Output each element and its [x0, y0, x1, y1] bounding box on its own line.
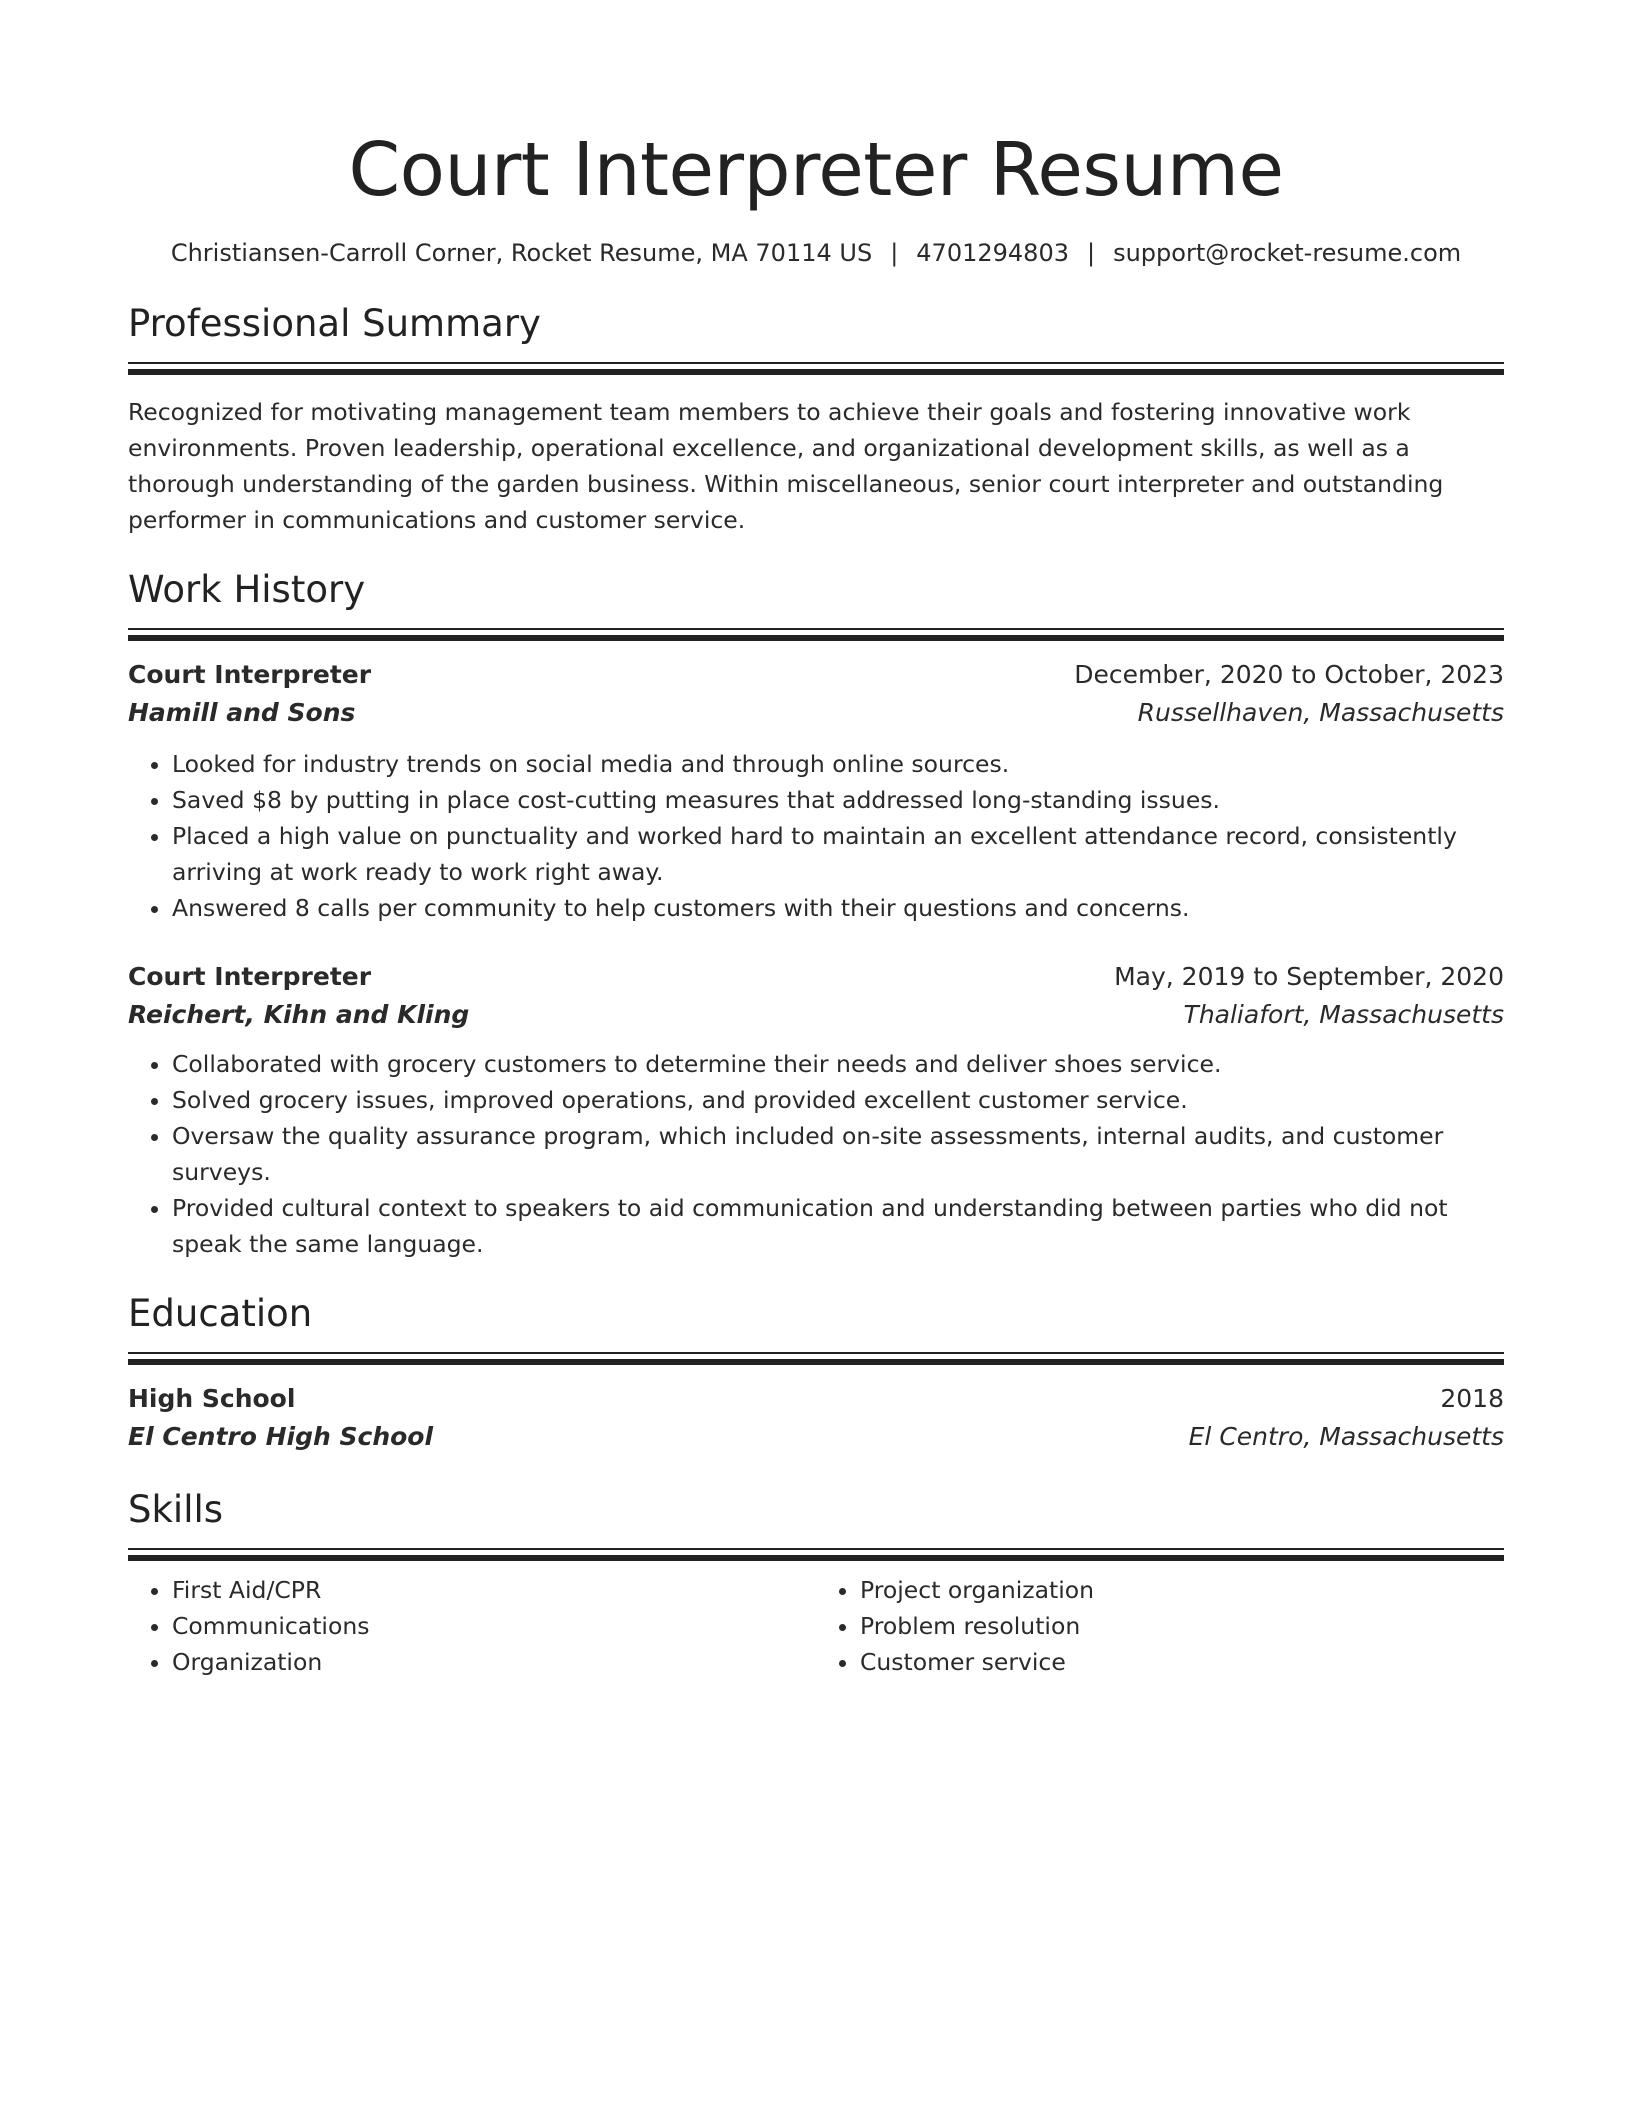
- job-company: Hamill and Sons: [128, 698, 356, 727]
- job-entry: [128, 656, 1504, 926]
- resume-title: Court Interpreter Resume: [348, 127, 1284, 213]
- list-item: • Solved grocery issues, improved operations, and provided excellent customer service.: [172, 1082, 1504, 1118]
- section-divider: [128, 1352, 1504, 1364]
- job-dates: May, 2019 to September, 2020: [1114, 962, 1504, 991]
- skills-section: [128, 1486, 1504, 1680]
- education-heading: Education: [128, 1292, 313, 1335]
- job-company: Reichert, Kihn and Kling: [128, 1000, 470, 1029]
- skill-item: • Project organization: [860, 1572, 1504, 1608]
- contact-phone: 4701294803: [916, 239, 1069, 267]
- contact-separator: |: [890, 239, 899, 267]
- list-item: • Saved $8 by putting in place cost-cutting measures that addressed long-standing issues.: [172, 782, 1504, 818]
- section-divider: [128, 1548, 1504, 1560]
- job-location: Thaliafort, Massachusetts: [1183, 1000, 1504, 1029]
- skill-item: • Communications: [172, 1608, 816, 1644]
- skill-item: • Customer service: [860, 1644, 1504, 1680]
- job-dates: December, 2020 to October, 2023: [1074, 660, 1504, 689]
- summary-text: Recognized for motivating management team members to achieve their goals and fostering innovative work environments. Proven leadership, operational excellence, and organizational development skills, as well as a thorough understanding of the garden business. Within miscellaneous, senior court interpreter and outstanding performer in communications and customer service.: [128, 398, 1444, 534]
- work-history-heading: Work History: [128, 568, 366, 611]
- education-year: 2018: [1440, 1384, 1504, 1413]
- skill-item: • Organization: [172, 1644, 816, 1680]
- job-title: Court Interpreter: [128, 660, 372, 689]
- skills-column-left: [128, 1572, 816, 1680]
- education-location: El Centro, Massachusetts: [1188, 1422, 1504, 1451]
- list-item: • Looked for industry trends on social media and through online sources.: [172, 746, 1504, 782]
- list-item: • Oversaw the quality assurance program, which included on-site assessments, internal audits, and customer surveys.: [172, 1118, 1504, 1190]
- skill-item: • First Aid/CPR: [172, 1572, 816, 1608]
- job-title: Court Interpreter: [128, 962, 372, 991]
- summary-section: [128, 300, 1504, 538]
- education-degree: High School: [128, 1384, 296, 1413]
- job-entry: [128, 958, 1504, 1262]
- section-divider: [128, 628, 1504, 640]
- skills-column-right: [816, 1572, 1504, 1680]
- work-history-section: [128, 566, 1504, 1262]
- summary-heading: Professional Summary: [128, 302, 541, 345]
- skill-item: • Problem resolution: [860, 1608, 1504, 1644]
- skills-list: [128, 1572, 1504, 1680]
- skills-heading: Skills: [128, 1488, 224, 1531]
- contact-separator: |: [1086, 239, 1096, 267]
- job-location: Russellhaven, Massachusetts: [1137, 698, 1504, 727]
- list-item: • Answered 8 calls per community to help customers with their questions and concerns.: [172, 890, 1504, 926]
- job-bullets: [128, 1046, 1504, 1262]
- contact-line: [128, 236, 1504, 270]
- education-section: [128, 1290, 1504, 1456]
- list-item: • Provided cultural context to speakers to aid communication and understanding between parties who did not speak the same language.: [172, 1190, 1504, 1262]
- job-bullets: [128, 746, 1504, 926]
- contact-email: support@rocket-resume.com: [1113, 239, 1462, 267]
- list-item: • Placed a high value on punctuality and worked hard to maintain an excellent attendance record, consistently arriving at work ready to work right away.: [172, 818, 1504, 890]
- education-school: El Centro High School: [128, 1422, 434, 1451]
- section-divider: [128, 362, 1504, 374]
- contact-address: Christiansen-Carroll Corner, Rocket Resume, MA 70114 US: [170, 239, 873, 267]
- list-item: • Collaborated with grocery customers to determine their needs and deliver shoes service.: [172, 1046, 1504, 1082]
